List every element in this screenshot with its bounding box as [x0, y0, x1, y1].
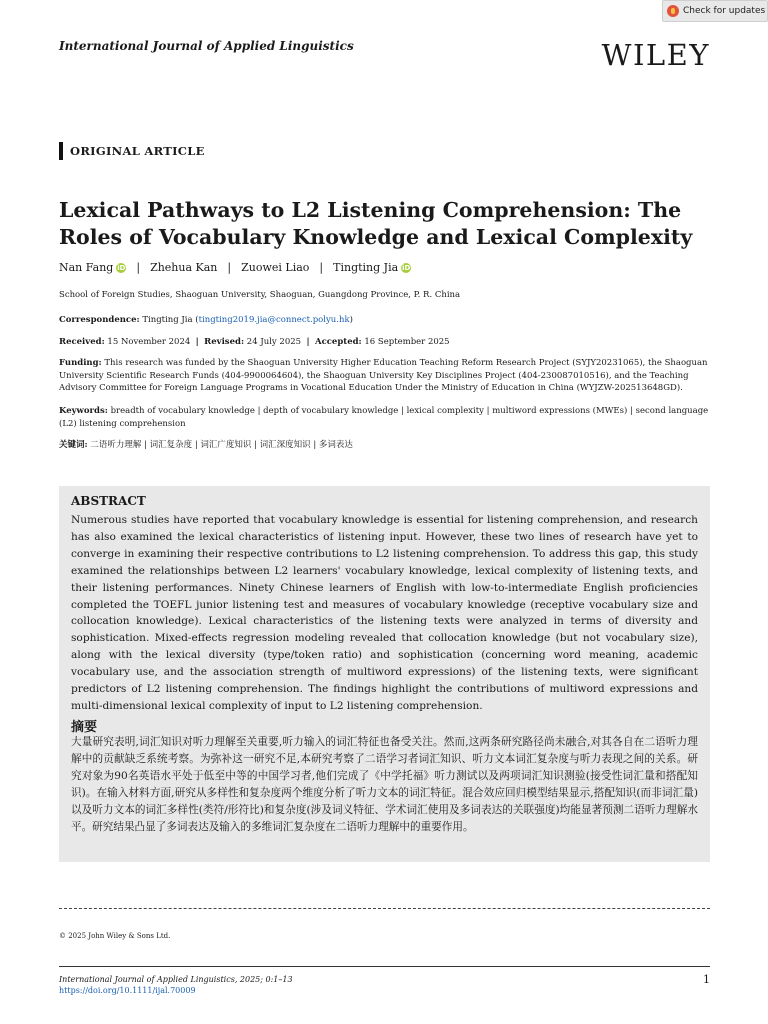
- check-for-updates-label: Check for updates: [683, 6, 766, 16]
- revised-label: Revised:: [204, 337, 245, 347]
- orcid-icon[interactable]: iD: [402, 263, 411, 272]
- accepted-label: Accepted:: [314, 337, 362, 347]
- author-separator: |: [227, 261, 232, 274]
- check-for-updates-button[interactable]: [662, 0, 768, 22]
- keywords-zh-label: 关键词:: [59, 440, 88, 450]
- abstract-zh-text: 大量研究表明,词汇知识对听力理解至关重要,听力输入的词汇特征也备受关注。然而,这两条研究路径尚未融合,对其各自在二语听力理解中的贡献缺乏系统考察。为弥补这一研究不足,本研究考察了二语学习者词汇知识、听力文本词汇复杂度与听力表现之间的关系。研究对象为90名英语水平处于低至中等的中国学习者,他们完成了《中学托福》听力测试以及两项词汇知识测验(接受性词汇量和搭配知识)。在输入材料方面,研究从多样性和复杂度两个维度分析了听力文本的词汇特征。混合效应回归模型结果显示,搭配知识(而非词汇量)以及听力文本的词汇多样性(类符/形符比)和复杂度(涉及词义特征、学术词汇使用及多词表达的关联强度)均能显著预测二语听力理解水平。研究结果凸显了多词表达及输入的多维词汇复杂度在二语听力理解中的重要作用。: [71, 736, 698, 833]
- received-label: Received:: [59, 337, 105, 347]
- author-name[interactable]: Zhehua Kan: [150, 261, 218, 274]
- author-name[interactable]: Zuowei Liao: [241, 261, 310, 274]
- publisher-logo: WILEY: [601, 38, 710, 72]
- correspondence-email-link[interactable]: tingting2019.jia@connect.polyu.hk: [198, 315, 350, 325]
- author-list: [59, 261, 411, 274]
- revised-date: 24 July 2025: [246, 337, 302, 347]
- author-separator: |: [319, 261, 324, 274]
- correspondence-label: Correspondence:: [59, 315, 140, 325]
- abstract-zh-heading: 摘要: [71, 720, 98, 735]
- abstract-heading: ABSTRACT: [71, 494, 146, 508]
- keywords-zh: [59, 439, 711, 452]
- author-name[interactable]: Nan Fang: [59, 261, 114, 274]
- funding: [59, 357, 711, 395]
- orcid-icon[interactable]: iD: [117, 263, 126, 272]
- article-type: ORIGINAL ARTICLE: [70, 144, 205, 158]
- keywords-label: Keywords:: [59, 406, 108, 416]
- author-name[interactable]: Tingting Jia: [333, 261, 399, 274]
- keywords-zh-text: 二语听力理解 | 词汇复杂度 | 词汇广度知识 | 词汇深度知识 | 多词表达: [90, 440, 353, 450]
- article-dates: [59, 336, 711, 349]
- article-title: Lexical Pathways to L2 Listening Comprehension: The Roles of Vocabulary Knowledge and Lexical Complexity: [59, 198, 693, 249]
- author-separator: |: [136, 261, 141, 274]
- article-type-marker: [59, 142, 63, 160]
- journal-name: International Journal of Applied Linguistics: [59, 39, 354, 53]
- doi-link[interactable]: https://doi.org/10.1111/ijal.70009: [59, 986, 196, 995]
- keywords: [59, 405, 711, 430]
- copyright: © 2025 John Wiley & Sons Ltd.: [59, 932, 171, 940]
- funding-label: Funding:: [59, 358, 102, 368]
- affiliation: School of Foreign Studies, Shaoguan University, Shaoguan, Guangdong Province, P. R. China: [59, 290, 461, 300]
- footer-rule: [59, 966, 710, 967]
- keywords-text: breadth of vocabulary knowledge | depth of vocabulary knowledge | lexical complexity | multiword expressions (MWEs) | second language (L2) listening comprehension: [59, 406, 709, 429]
- correspondence: Correspondence: Tingting Jia (tingting2019.jia@connect.polyu.hk): [59, 315, 353, 325]
- footer-divider: [59, 908, 710, 909]
- correspondence-name: Tingting Jia: [142, 315, 193, 325]
- date-separator: |: [195, 337, 199, 347]
- page-number: 1: [703, 973, 710, 986]
- received-date: 15 November 2024: [107, 337, 191, 347]
- check-updates-icon: [667, 5, 679, 17]
- abstract-text: Numerous studies have reported that vocabulary knowledge is essential for listening comprehension, and research has also examined the lexical characteristics of listening input. However, these two lines of research have yet to converge in examining their respective contributions to L2 listening comprehension. To address this gap, this study examined the relationships between L2 learners' vocabulary knowledge, lexical complexity of listening texts, and their listening performances. Ninety Chinese learners of English with low-to-intermediate English proficiencies completed the TOEFL junior listening test and measures of vocabulary knowledge (receptive vocabulary size and collocation knowledge). Lexical characteristics of the listening texts were analyzed in terms of diversity and sophistication. Mixed-effects regression modeling revealed that collocation knowledge (but not vocabulary size), along with the lexical diversity (type/token ratio) and sophistication (concerning word meaning, academic vocabulary use, and the association strength of multiword expressions) of the listening texts, were significant predictors of L2 listening comprehension. The findings highlight the contributions of multiword expressions and multi-dimensional lexical complexity of input to L2 listening comprehension.: [71, 514, 698, 712]
- funding-text: This research was funded by the Shaoguan University Higher Education Teaching Reform Research Project (SYJY20231065), the Shaoguan University Scientific Research Funds (404-9900064604), the Shaoguan University Key Disciplines Project (404-230087010516), and the Teaching Advisory Committee for Foreign Language Programs in Vocational Education Under the Ministry of Education in China (WYJZW-202513648GD).: [59, 358, 708, 393]
- accepted-date: 16 September 2025: [364, 337, 450, 347]
- date-separator: |: [306, 337, 310, 347]
- footer-citation: International Journal of Applied Linguistics, 2025; 0:1–13: [59, 975, 293, 984]
